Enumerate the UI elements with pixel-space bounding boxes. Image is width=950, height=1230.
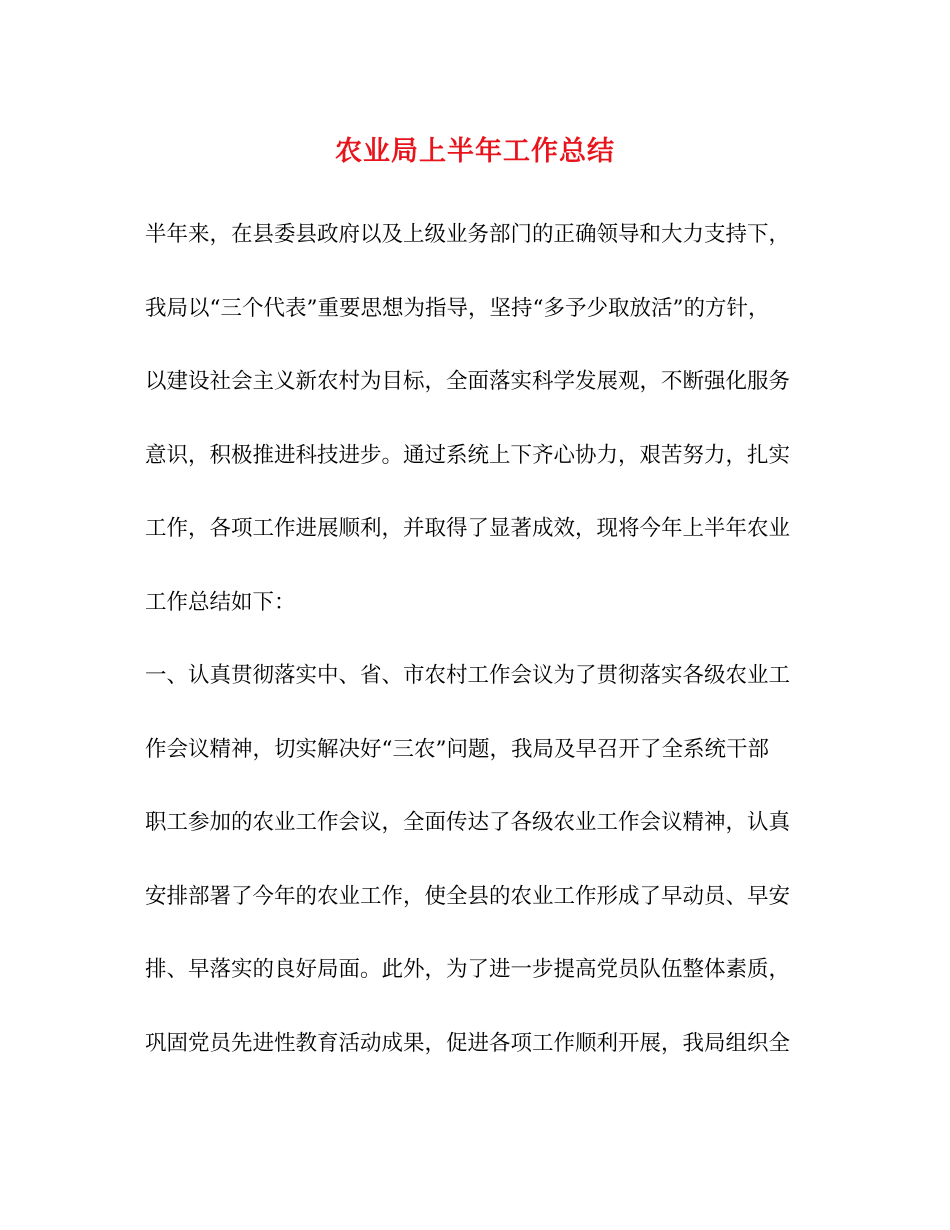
body-line: 以建设社会主义新农村为目标，全面落实科学发展观，不断强化服务 [145, 369, 791, 394]
document-body [145, 222, 805, 1104]
body-line: 工作总结如下： [145, 589, 296, 615]
document-title: 农业局上半年工作总结 [335, 136, 615, 167]
body-line: 我局以“三个代表”重要思想为指导，坚持“多予少取放活”的方针， [145, 295, 770, 321]
body-line: 巩固党员先进性教育活动成果，促进各项工作顺利开展，我局组织全 [145, 1030, 791, 1056]
body-line: 职工参加的农业工作会议，全面传达了各级农业工作会议精神，认真 [145, 810, 791, 835]
body-line: 作会议精神，切实解决好“三农”问题，我局及早召开了全系统干部 [145, 736, 769, 762]
body-line: 一、认真贯彻落实中、省、市农村工作会议为了贯彻落实各级农业工 [145, 663, 791, 688]
body-line: 安排部署了今年的农业工作，使全县的农业工作形成了早动员、早安 [145, 883, 791, 909]
body-line: 排、早落实的良好局面。此外，为了进一步提高党员队伍整体素质， [145, 957, 791, 982]
body-line: 工作，各项工作进展顺利，并取得了显著成效，现将今年上半年农业 [145, 516, 791, 541]
body-line: 半年来，在县委县政府以及上级业务部门的正确领导和大力支持下， [145, 222, 791, 247]
body-line: 意识，积极推进科技进步。通过系统上下齐心协力，艰苦努力，扎实 [145, 442, 791, 468]
